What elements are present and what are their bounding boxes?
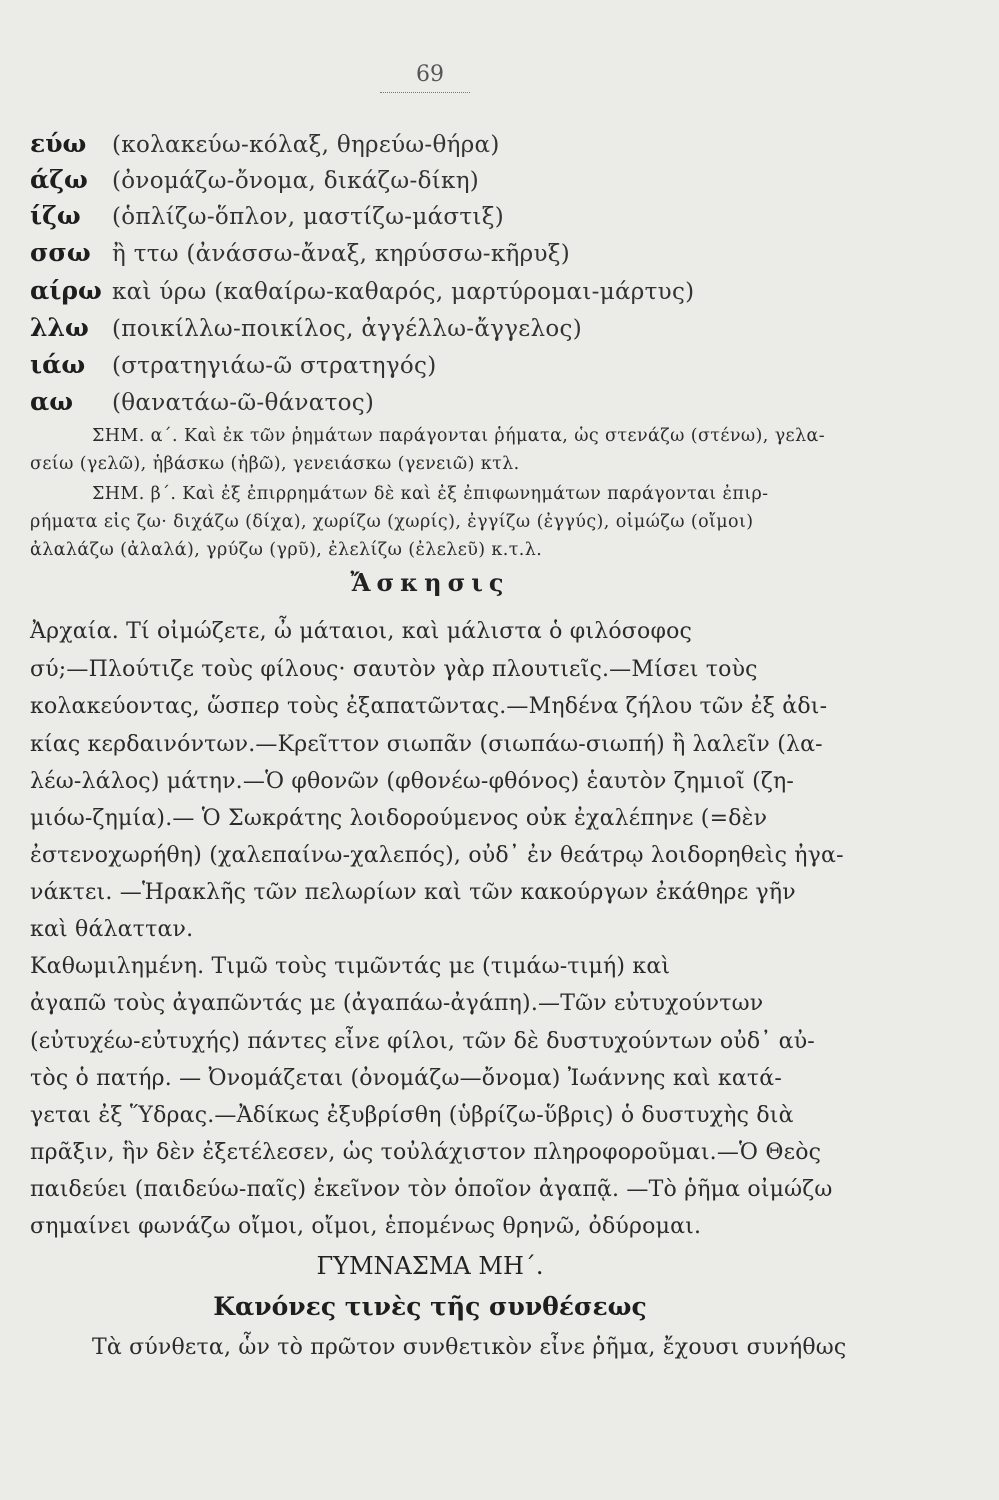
suffix-examples: (ὀνομάζω-ὄνομα, δικάζω-δίκη) bbox=[112, 168, 480, 194]
note-line: ρήματα εἰς ζω· διχάζω (δίχα), χωρίζω (χωρίς), ἐγγίζω (ἐγγύς), οἰμώζω (οἴμοι) bbox=[30, 512, 754, 532]
page-number: 69 bbox=[416, 62, 444, 87]
suffix: ιάω bbox=[30, 350, 86, 379]
suffix-row bbox=[30, 308, 582, 348]
suffix: σσω bbox=[30, 238, 91, 267]
text-line: κολακεύοντας, ὥσπερ τοὺς ἐξαπατῶντας.—Μηδένα ζήλου τῶν ἐξ ἀδι- bbox=[30, 694, 828, 719]
gymnasma-subtitle: Κανόνες τινὲς τῆς συνθέσεως bbox=[213, 1292, 647, 1321]
suffix: αίρω bbox=[30, 276, 102, 305]
suffix-row bbox=[30, 345, 436, 385]
text-line: τὸς ὁ πατήρ. — Ὀνομάζεται (ὀνομάζω—ὄνομα) Ἰωάννης καὶ κατά- bbox=[30, 1066, 782, 1091]
text-line: μιόω-ζημία).— Ὁ Σωκράτης λοιδορούμενος οὐκ ἐχαλέπηνε (=δὲν bbox=[30, 806, 768, 831]
suffix-row bbox=[30, 196, 504, 236]
note-line: σείω (γελῶ), ἡβάσκω (ἡβῶ), γενειάσκω (γενειῶ) κτλ. bbox=[30, 454, 520, 474]
text-line: πρᾶξιν, ἣν δὲν ἐξετέλεσεν, ὡς τοὐλάχιστον πληροφοροῦμαι.—Ὁ Θεὸς bbox=[30, 1140, 822, 1165]
note-line: ΣΗΜ. α΄. Καὶ ἐκ τῶν ῥημάτων παράγονται ῥήματα, ὡς στενάζω (στένω), γελα- bbox=[92, 426, 826, 446]
suffix-examples: ἢ ττω (ἀνάσσω-ἄναξ, κηρύσσω-κῆρυξ) bbox=[112, 241, 570, 267]
note-line: ΣΗΜ. β΄. Καὶ ἐξ ἐπιρρημάτων δὲ καὶ ἐξ ἐπιφωνημάτων παράγονται ἐπιρ- bbox=[92, 484, 769, 504]
text-line: γεται ἐξ Ὕδρας.—Ἀδίκως ἐξυβρίσθη (ὑβρίζω-ὕβρις) ὁ δυστυχὴς διὰ bbox=[30, 1103, 794, 1128]
suffix-examples: (ποικίλλω-ποικίλος, ἀγγέλλω-ἄγγελος) bbox=[112, 316, 582, 342]
note-line: ἀλαλάζω (ἀλαλά), γρύζω (γρῦ), ἐλελίζω (ἐλελεῦ) κ.τ.λ. bbox=[30, 540, 543, 560]
suffix-examples: (κολακεύω-κόλαξ, θηρεύω-θήρα) bbox=[112, 132, 500, 158]
page-number-rule bbox=[380, 92, 470, 93]
suffix-row bbox=[30, 271, 694, 311]
suffix-row bbox=[30, 233, 570, 273]
suffix: εύω bbox=[30, 129, 87, 158]
text-line: παιδεύει (παιδεύω-παῖς) ἐκεῖνον τὸν ὁποῖον ἀγαπᾷ. —Τὸ ῥῆμα οἰμώζω bbox=[30, 1177, 833, 1202]
text-line: Τὰ σύνθετα, ὧν τὸ πρῶτον συνθετικὸν εἶνε ῥῆμα, ἔχουσι συνήθως bbox=[92, 1335, 847, 1360]
text-line: ἐστενοχωρήθη) (χαλεπαίνω-χαλεπός), οὐδ᾽ ἐν θεάτρῳ λοιδορηθεὶς ἠγα- bbox=[30, 843, 844, 868]
suffix-examples: (στρατηγιάω-ῶ στρατηγός) bbox=[112, 353, 437, 379]
text-line: κίας κερδαινόντων.—Κρεῖττον σιωπᾶν (σιωπάω-σιωπή) ἢ λαλεῖν (λα- bbox=[30, 732, 823, 757]
exercise-heading: Ἄσκησις bbox=[350, 568, 510, 597]
text-line: ἀγαπῶ τοὺς ἀγαπῶντάς με (ἀγαπάω-ἀγάπη).—Τῶν εὐτυχούντων bbox=[30, 991, 764, 1016]
text-line: νάκτει. —Ἡρακλῆς τῶν πελωρίων καὶ τῶν κακούργων ἐκάθηρε γῆν bbox=[30, 880, 796, 905]
suffix-examples: (θανατάω-ῶ-θάνατος) bbox=[112, 390, 375, 416]
text-line: σύ;—Πλούτιζε τοὺς φίλους· σαυτὸν γὰρ πλουτιεῖς.—Μίσει τοὺς bbox=[30, 657, 758, 682]
text-line: καὶ θάλατταν. bbox=[30, 917, 194, 942]
suffix-row bbox=[30, 160, 479, 200]
text-line: λέω-λάλος) μάτην.—Ὁ φθονῶν (φθονέω-φθόνος) ἑαυτὸν ζημιοῖ (ζη- bbox=[30, 769, 795, 794]
suffix-examples: (ὁπλίζω-ὅπλον, μαστίζω-μάστιξ) bbox=[112, 204, 504, 230]
suffix: λλω bbox=[30, 313, 89, 342]
text-line: σημαίνει φωνάζω οἴμοι, οἴμοι, ἑπομένως θρηνῶ, ὀδύρομαι. bbox=[30, 1214, 702, 1239]
gymnasma-title: ΓΥΜΝΑΣΜΑ ΜΗ΄. bbox=[316, 1252, 544, 1280]
text-line: Ἀρχαία. Τί οἰμώζετε, ὦ μάταιοι, καὶ μάλιστα ὁ φιλόσοφος bbox=[30, 619, 693, 644]
suffix-row bbox=[30, 124, 500, 164]
suffix-examples: καὶ ύρω (καθαίρω-καθαρός, μαρτύρομαι-μάρτυς) bbox=[112, 279, 695, 305]
text-line: (εὐτυχέω-εὐτυχής) πάντες εἶνε φίλοι, τῶν δὲ δυστυχούντων οὐδ᾽ αὐ- bbox=[30, 1029, 815, 1054]
suffix: άζω bbox=[30, 165, 88, 194]
suffix: ίζω bbox=[30, 201, 81, 230]
suffix: αω bbox=[30, 387, 74, 416]
suffix-row bbox=[30, 382, 374, 422]
text-line: Καθωμιλημένη. Τιμῶ τοὺς τιμῶντάς με (τιμάω-τιμή) καὶ bbox=[30, 954, 671, 979]
